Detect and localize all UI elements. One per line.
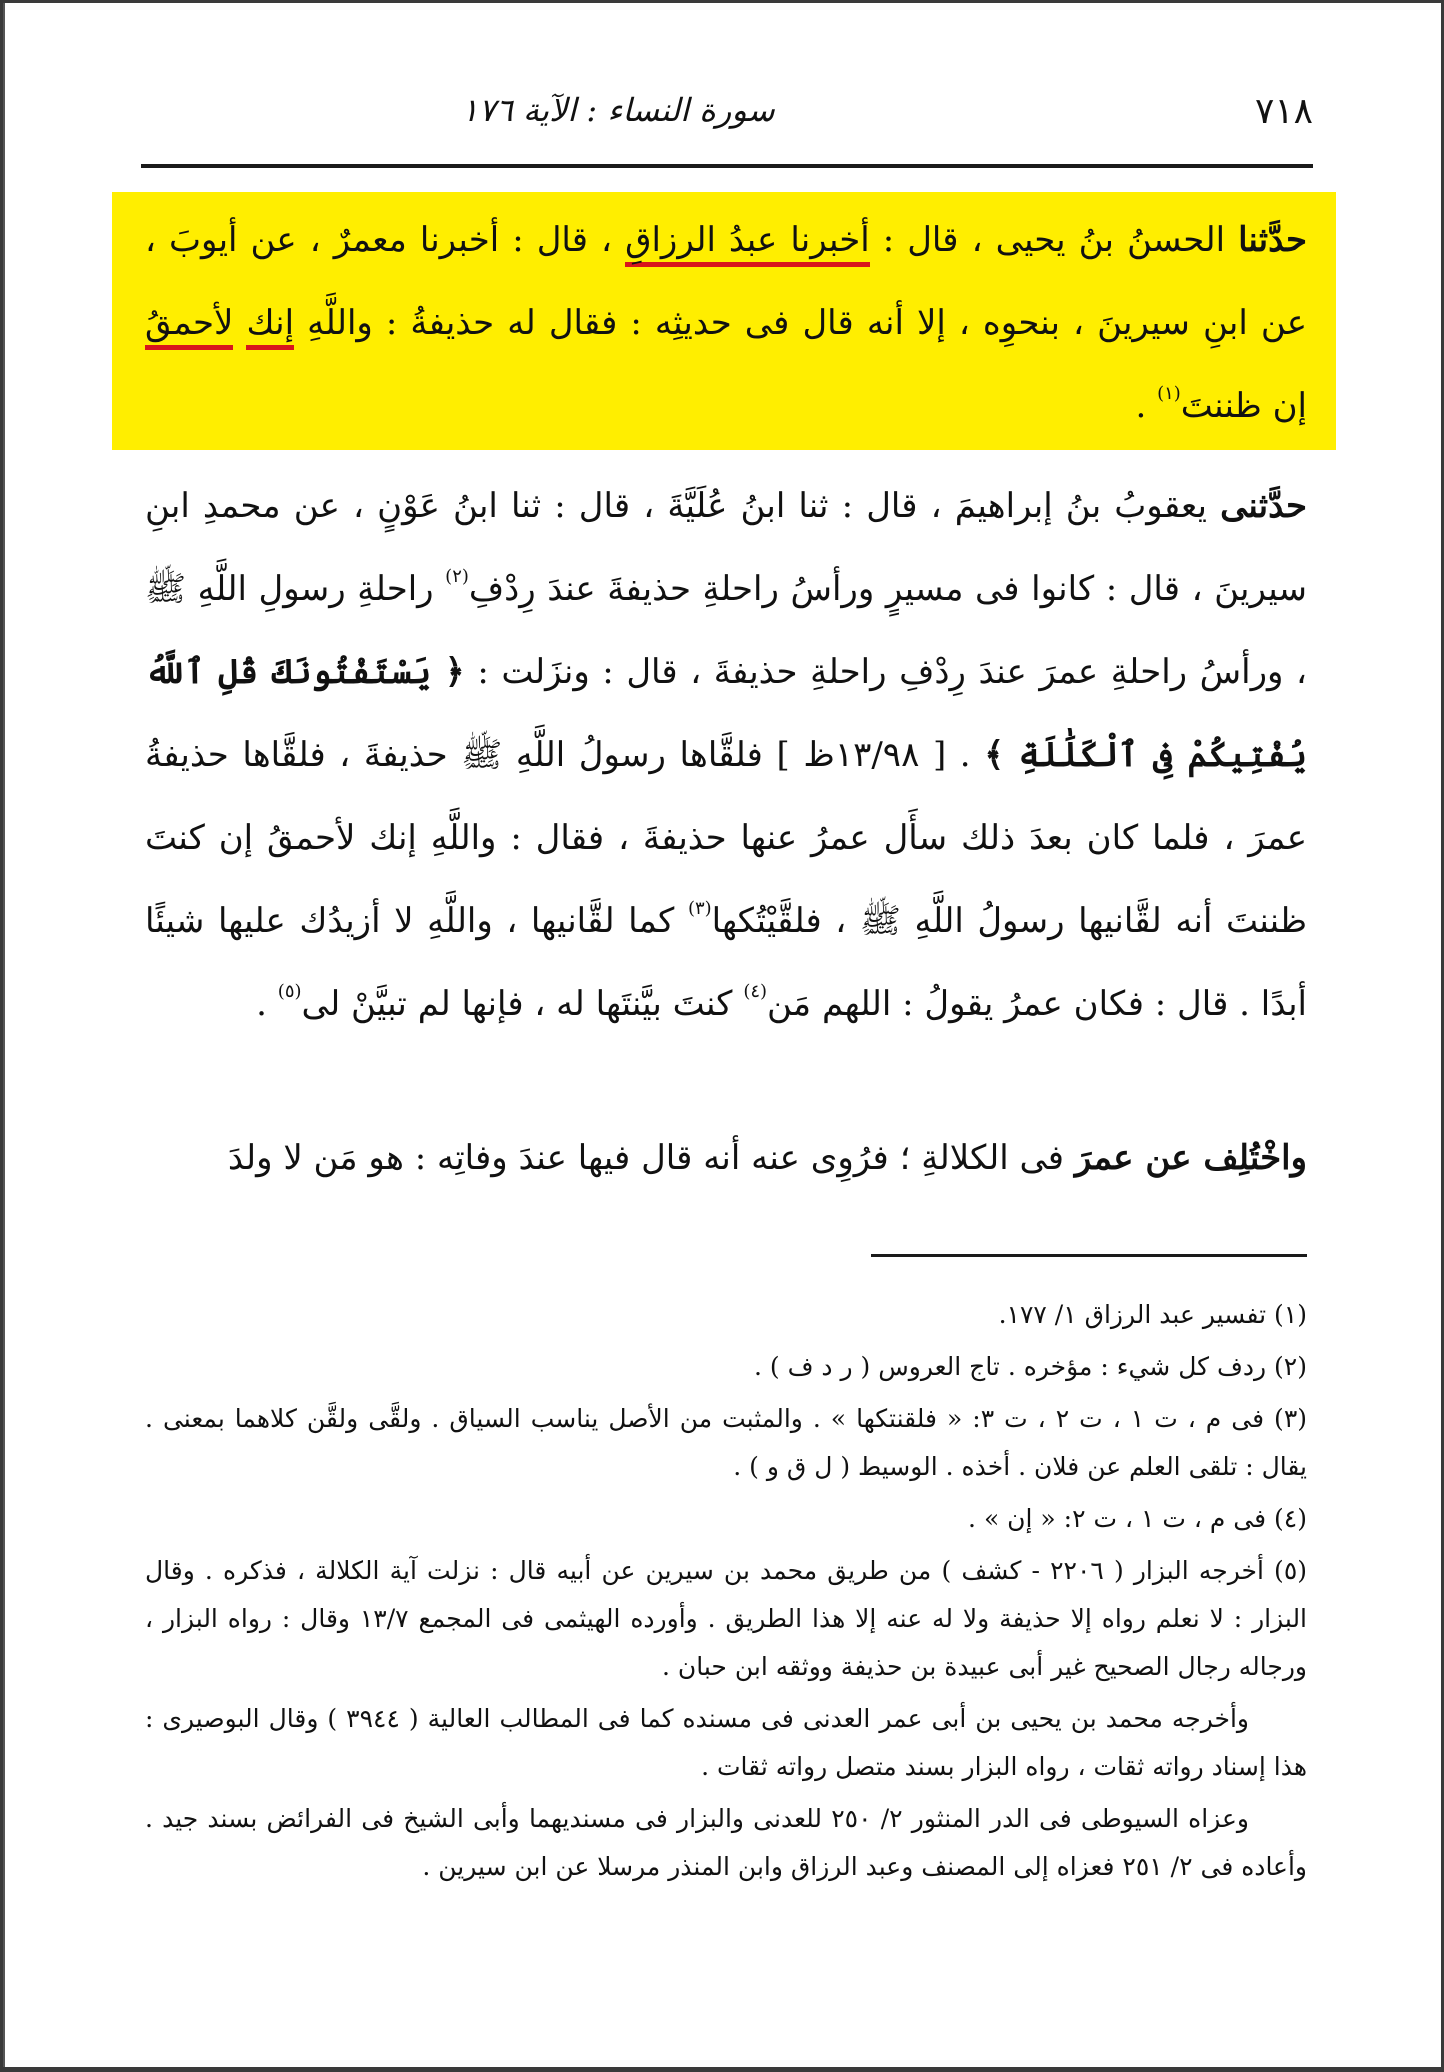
footnote-ref[interactable]: (٥) (277, 981, 302, 1002)
red-underlined-phrase: أخبرنا عبدُ الرزاقِ (625, 220, 870, 267)
footnote-2: (٢) ردف كل شيء : مؤخره . تاج العروس ( ر د ف ) . (753, 1352, 1307, 1381)
footnote-ref[interactable]: (٤) (743, 981, 768, 1002)
page-number: ٧١٨ (1254, 91, 1313, 132)
footnotes-section (145, 1291, 1307, 1895)
header-rule (141, 164, 1313, 168)
footnote-1: (١) تفسير عبد الرزاق ١/ ١٧٧. (998, 1300, 1307, 1329)
text-segment: الحسنُ بنُ يحيى ، قال : (869, 220, 1239, 260)
footnote-4: (٤) فى م ، ت ١ ، ت ٢: « إن » . (968, 1504, 1307, 1533)
red-underlined-word: لأحمقُ (145, 303, 233, 350)
highlighted-paragraph (145, 199, 1307, 448)
footnote-5-continuation: وعزاه السيوطى فى الدر المنثور ٢/ ٢٥٠ للعدنى والبزار فى مسنديهما وأبى الشيخ فى الفرائض بسند جيد . وأعاده فى ٢/ ٢٥١ فعزاه إلى المصنف وعبد الرزاق وابن المنذر مرسلا عن ابن سيرين . (145, 1804, 1307, 1881)
footnote-5: (٥) أخرجه البزار ( ٢٢٠٦ - كشف ) من طريق محمد بن سيرين عن أبيه قال : نزلت آية الكلالة ، فذكره . وقال البزار : لا نعلم رواه إلا حذيفة ولا له عنه إلا هذا الطريق . وأورده الهيثمى فى المجمع ١٣/٧ وقال : رواه البزار ، ورجاله رجال الصحيح غير أبى عبيدة بن حذيفة ووثقه ابن حبان . (145, 1556, 1308, 1681)
footnote-separator (871, 1254, 1307, 1257)
page-header (143, 91, 1313, 151)
text-segment: يعقوبُ بنُ إبراهيمَ ، قال : ثنا ابنُ عُلَيَّةَ ، قال : ثنا ابنُ عَوْنٍ ، عن محمدِ ابنِ سيرينَ ، قال : كانوا فى مسيرٍ ورأسُ راحلةِ حذيفةَ عندَ رِدْفِ (145, 486, 1307, 609)
footnote-3: (٣) فى م ، ت ١ ، ت ٢ ، ت ٣: « فلقنتكها » . والمثبت من الأصل يناسب السياق . ولقَّى ولقَّن كلاهما بمعنى . يقال : تلقى العلم عن فلان . أخذه . الوسيط ( ل ق و ) . (145, 1404, 1308, 1481)
book-page (3, 3, 1441, 2067)
footnote-ref[interactable]: (٢) (445, 566, 469, 587)
hadith-lead-word: حدَّثنا (1238, 220, 1308, 260)
quran-quote: ﴿ يَسْتَفْتُونَكَ قُلِ ٱللَّهُ يُفْتِيكُمْ فِى ٱلْكَلَٰلَةِ ﴾ (145, 652, 1308, 775)
text-segment: فى الكلالةِ ؛ فرُوِى عنه أنه قال فيها عندَ وفاتِه : هو مَن لا ولدَ (227, 1138, 1075, 1178)
footnote-5-continuation: وأخرجه محمد بن يحيى بن أبى عمر العدنى فى مسنده كما فى المطالب العالية ( ٣٩٤٤ ) وقال البوصيرى : هذا إسناد رواته ثقات ، رواه البزار بسند متصل رواته ثقات . (145, 1704, 1307, 1781)
continuation-paragraph (145, 1117, 1307, 1200)
red-underlined-word: إنك (246, 303, 294, 350)
footnote-ref[interactable]: (١) (1157, 383, 1181, 404)
text-segment: كما لقَّانيها ، واللَّهِ لا أزيدُك عليها شيئًا أبدًا . قال : فكان عمرُ يقولُ : اللهم مَن (145, 901, 1307, 1024)
paragraph-lead: واخْتُلِف عن عمرَ (1074, 1138, 1307, 1178)
text-segment: كنتَ بيَّنتَها له ، فإنها لم تبيَّنْ لى (301, 984, 744, 1024)
hadith-lead-word: حدَّثنى (1220, 486, 1307, 526)
running-title: سورة النساء : الآية ١٧٦ (461, 91, 775, 129)
footnote-ref[interactable]: (٣) (687, 898, 712, 919)
text-segment: . [ ١٣/٩٨ظ ] فلقَّاها رسولُ اللَّهِ ﷺ حذيفةَ ، فلقَّاها حذيفةُ عمرَ ، فلما كان بعدَ ذلك سأَل عمرُ عنها حذيفةَ ، فقال : واللَّهِ إنك لأحمقُ إن كنتَ ظننتَ أنه لقَّانيها رسولُ اللَّهِ ﷺ ، فلقَّيْتُكها (145, 735, 1307, 941)
text-segment: ، قال : أخبرنا معمرٌ ، عن أيوبَ ، عن ابنِ سيرينَ ، بنحوِه ، إلا أنه قال فى حديثِه : فقال له حذيفةُ : واللَّهِ (145, 220, 1307, 343)
text-segment: . (1135, 386, 1158, 426)
text-segment: إن ظننتَ (1180, 386, 1307, 426)
text-segment: . (256, 984, 278, 1024)
text-segment: راحلةِ رسولِ اللَّهِ ﷺ ، ورأسُ راحلةِ عمرَ عندَ رِدْفِ راحلةِ حذيفةَ ، قال : ونزَلت : (145, 569, 1307, 692)
main-paragraph (145, 465, 1307, 1046)
